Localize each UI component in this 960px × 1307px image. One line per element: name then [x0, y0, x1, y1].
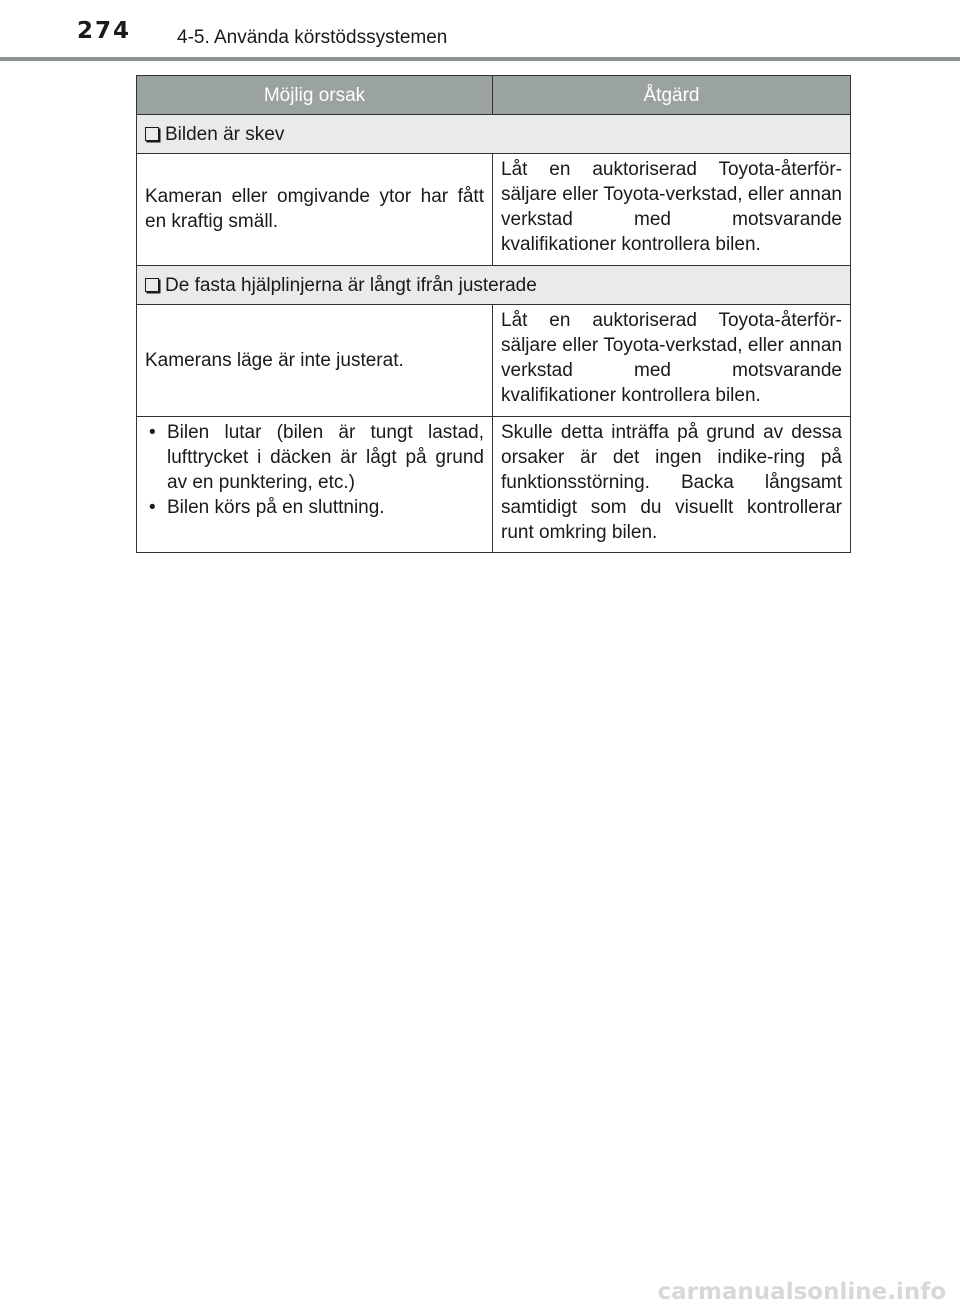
table-row — [137, 305, 851, 417]
action-cell: Skulle detta inträffa på grund av dessa orsaker är det ingen indike-ring på funktionsstörning. Backa långsamt samtidigt som du visuellt kontrollerar runt omkring bilen. — [493, 417, 851, 553]
cause-cell — [137, 417, 493, 553]
list-item: • Bilen lutar (bilen är tungt lastad, lufttrycket i däcken är lågt på grund av en punktering, etc.) — [145, 420, 484, 495]
table-row — [137, 154, 851, 266]
checkbox-icon — [145, 127, 159, 141]
list-item: • Bilen körs på en sluttning. — [145, 495, 484, 520]
column-header-cause: Möjlig orsak — [137, 76, 493, 115]
group-heading — [137, 115, 851, 154]
action-cell: Låt en auktoriserad Toyota-återför-säljare eller Toyota-verkstad, eller annan verkstad med motsvarande kvalifikationer kontrollera bilen. — [493, 154, 851, 266]
section-title: 4-5. Använda körstödssystemen — [177, 27, 448, 48]
group-title: Bilden är skev — [165, 123, 285, 145]
checkbox-icon — [145, 278, 159, 292]
cause-cell: Kameran eller omgivande ytor har fått en kraftig smäll. — [137, 154, 493, 266]
troubleshooting-table — [136, 75, 851, 553]
table-header-row — [137, 76, 851, 115]
cause-bullet-list — [145, 420, 484, 520]
group-row — [137, 266, 851, 305]
action-cell: Låt en auktoriserad Toyota-återför-säljare eller Toyota-verkstad, eller annan verkstad med motsvarande kvalifikationer kontrollera bilen. — [493, 305, 851, 417]
group-title: De fasta hjälplinjerna är långt ifrån justerade — [165, 274, 537, 296]
page-number: 274 — [77, 18, 132, 44]
group-row — [137, 115, 851, 154]
table-row — [137, 417, 851, 553]
cause-cell: Kamerans läge är inte justerat. — [137, 305, 493, 417]
footer-watermark: carmanualsonline.info — [657, 1279, 946, 1305]
column-header-action: Åtgärd — [493, 76, 851, 115]
header-rule — [0, 57, 960, 61]
group-heading — [137, 266, 851, 305]
